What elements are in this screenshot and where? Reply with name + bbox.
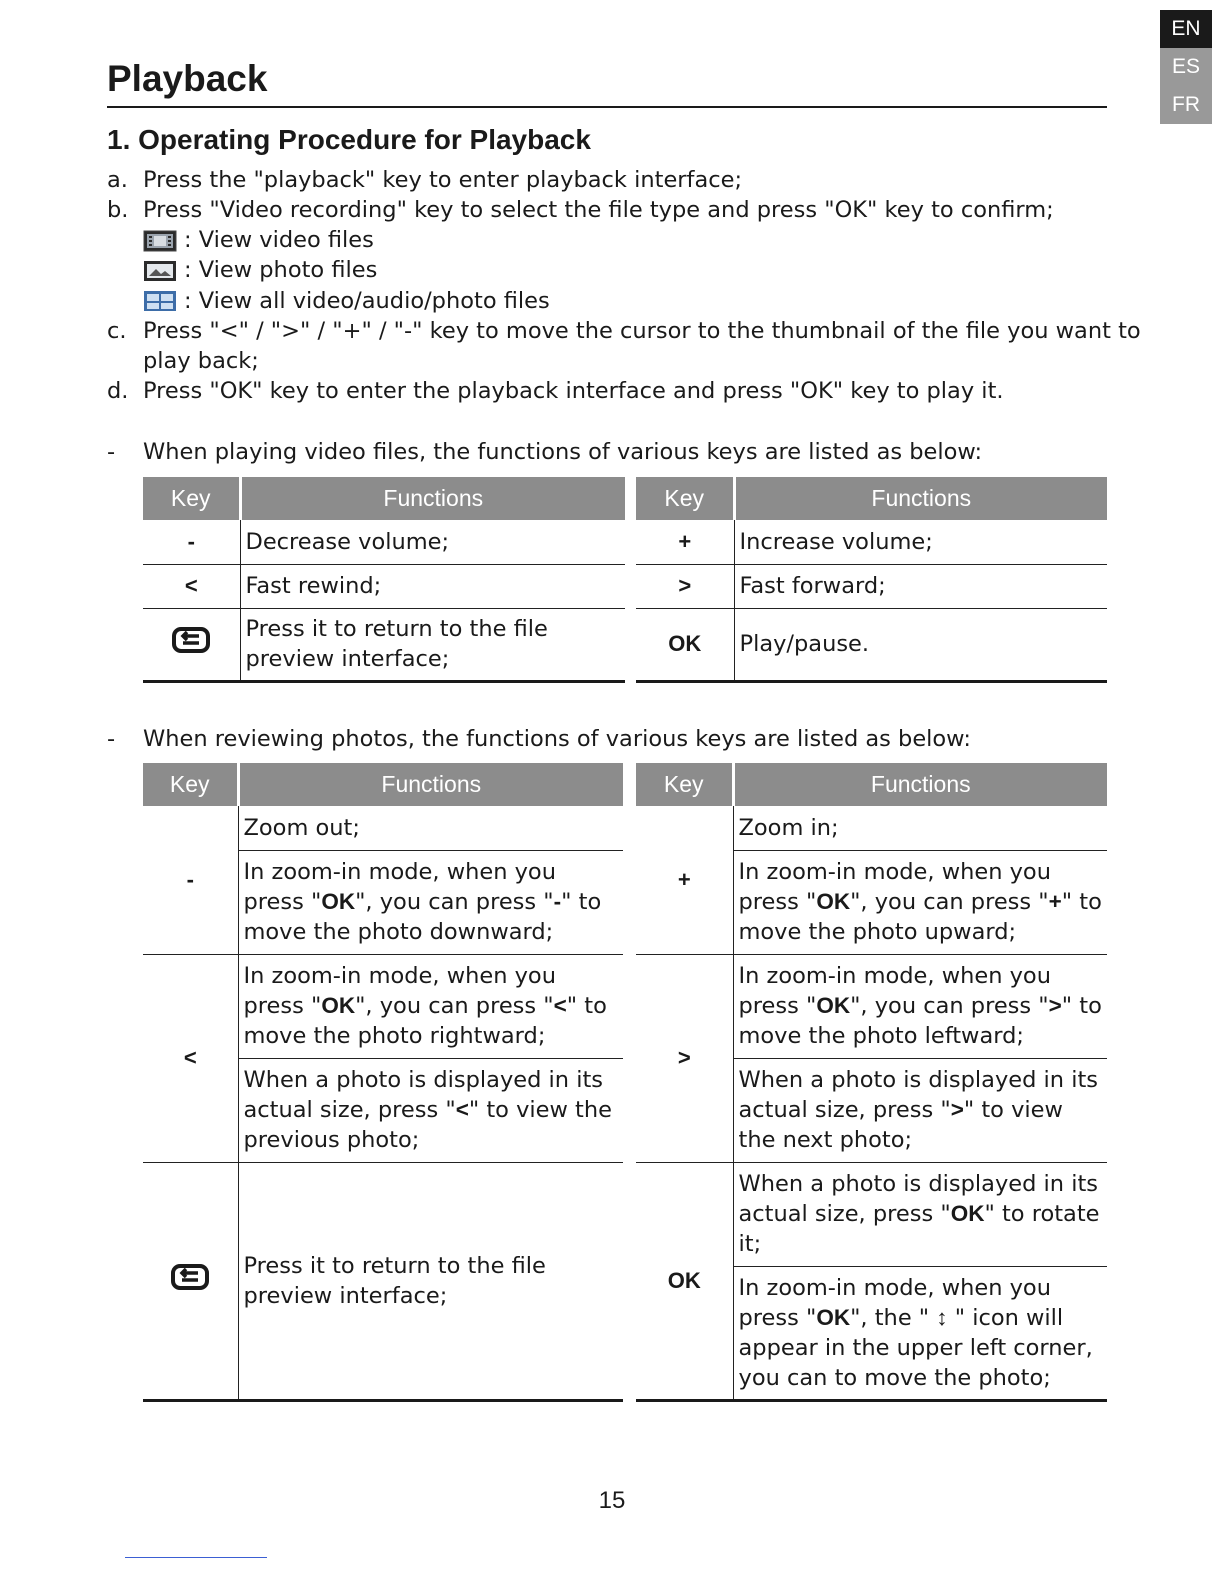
- step-c-marker: c.: [107, 318, 127, 344]
- key-right: >: [636, 954, 733, 1162]
- icon-all-label: : View all video/audio/photo files: [184, 288, 550, 314]
- return-icon: [172, 627, 210, 653]
- key-plus: +: [636, 806, 733, 954]
- key-return: [143, 1162, 238, 1400]
- title-divider: [107, 106, 1107, 108]
- lang-tab-fr[interactable]: FR: [1160, 86, 1212, 124]
- key-left: <: [143, 564, 240, 608]
- lang-tab-es[interactable]: ES: [1160, 48, 1212, 86]
- function-next-photo: When a photo is displayed in its actual size, press ">" to view the next photo;: [733, 1058, 1107, 1162]
- photo-intro-dash: -: [107, 726, 116, 752]
- function-move-up: In zoom-in mode, when you press "OK", you can press "+" to move the photo upward;: [733, 850, 1107, 954]
- page-number: 15: [598, 1487, 626, 1514]
- table-gap: [623, 763, 636, 806]
- header-functions-left: Functions: [240, 477, 625, 520]
- photo-keys-table: [143, 763, 1107, 1402]
- function-move-right: In zoom-in mode, when you press "OK", you can press "<" to move the photo rightward;: [238, 954, 623, 1058]
- header-key-left: Key: [143, 763, 238, 806]
- header-key-right: Key: [636, 477, 734, 520]
- header-key-right: Key: [636, 763, 733, 806]
- function-return-preview: Press it to return to the file preview interface;: [238, 1162, 623, 1400]
- function-decrease-volume: Decrease volume;: [240, 520, 625, 564]
- function-move-down: In zoom-in mode, when you press "OK", you can press "-" to move the photo downward;: [238, 850, 623, 954]
- icon-video-label: : View video files: [184, 227, 374, 253]
- function-increase-volume: Increase volume;: [734, 520, 1107, 564]
- video-intro-dash: -: [107, 439, 116, 465]
- table-gap: [625, 477, 636, 520]
- function-fast-rewind: Fast rewind;: [240, 564, 625, 608]
- key-ok: OK: [636, 608, 734, 681]
- step-b-marker: b.: [107, 197, 129, 223]
- video-files-icon: [143, 230, 177, 252]
- page-title: Playback: [107, 58, 268, 99]
- step-c-text-line2: play back;: [143, 348, 259, 374]
- key-minus: -: [143, 806, 238, 954]
- step-d-text: Press "OK" key to enter the playback interface and press "OK" key to play it.: [143, 378, 1004, 404]
- lang-tab-en[interactable]: EN: [1160, 10, 1212, 48]
- language-tabs: [1160, 10, 1212, 124]
- step-d-marker: d.: [107, 378, 129, 404]
- function-play-pause: Play/pause.: [734, 608, 1107, 681]
- video-intro-text: When playing video files, the functions of various keys are listed as below:: [143, 439, 983, 465]
- all-files-icon: [143, 290, 177, 312]
- function-rotate: When a photo is displayed in its actual size, press "OK" to rotate it;: [733, 1162, 1107, 1266]
- video-keys-table: [143, 477, 1107, 683]
- step-b-text: Press "Video recording" key to select the file type and press "OK" key to confirm;: [143, 197, 1054, 223]
- function-zoom-out: Zoom out;: [238, 806, 623, 850]
- step-a-marker: a.: [107, 167, 128, 193]
- key-plus: +: [636, 520, 734, 564]
- move-arrows-icon: ↕: [936, 1304, 948, 1330]
- section-title: 1. Operating Procedure for Playback: [107, 124, 591, 155]
- function-move-photo: In zoom-in mode, when you press "OK", the " ↕ " icon will appear in the upper left corner, you can to move the photo;: [733, 1266, 1107, 1400]
- function-zoom-in: Zoom in;: [733, 806, 1107, 850]
- step-c-text-line1: Press "<" / ">" / "+" / "-" key to move the cursor to the thumbnail of the file you want to: [143, 318, 1141, 344]
- key-left: <: [143, 954, 238, 1162]
- footer-divider: [125, 1557, 267, 1558]
- key-return: [143, 608, 240, 681]
- header-functions-left: Functions: [238, 763, 623, 806]
- key-ok: OK: [636, 1162, 733, 1400]
- photo-files-icon: [143, 260, 177, 282]
- function-fast-forward: Fast forward;: [734, 564, 1107, 608]
- step-a-text: Press the "playback" key to enter playback interface;: [143, 167, 743, 193]
- header-functions-right: Functions: [733, 763, 1107, 806]
- header-key-left: Key: [143, 477, 240, 520]
- header-functions-right: Functions: [734, 477, 1107, 520]
- icon-photo-label: : View photo files: [184, 257, 378, 283]
- photo-intro-text: When reviewing photos, the functions of various keys are listed as below:: [143, 726, 971, 752]
- key-minus: -: [143, 520, 240, 564]
- function-previous-photo: When a photo is displayed in its actual size, press "<" to view the previous photo;: [238, 1058, 623, 1162]
- return-icon: [171, 1264, 209, 1290]
- key-right: >: [636, 564, 734, 608]
- function-move-left: In zoom-in mode, when you press "OK", you can press ">" to move the photo leftward;: [733, 954, 1107, 1058]
- function-return-preview: Press it to return to the file preview interface;: [240, 608, 625, 681]
